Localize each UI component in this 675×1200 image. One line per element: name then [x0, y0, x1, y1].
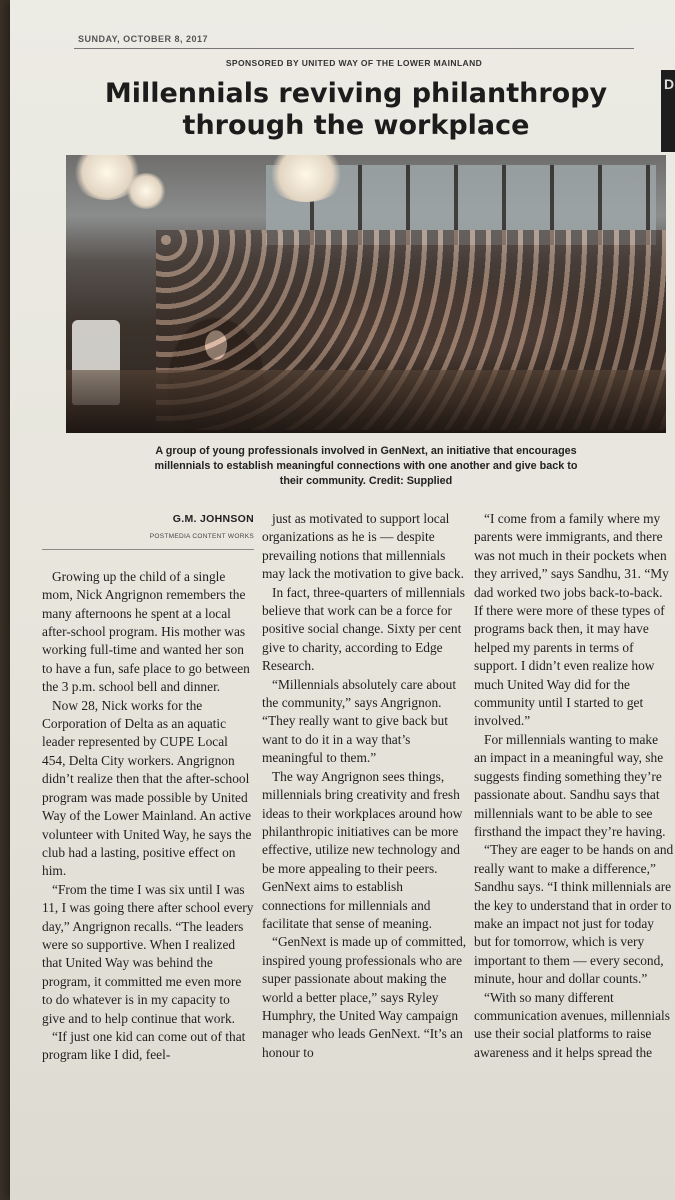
article-column-1: [42, 510, 254, 1065]
paragraph: The way Angrignon sees things, millennials bring creativity and fresh ideas to their workplaces around how philanthropic initiatives can be more effective, utilize new technology and be more appealing to their peers. GenNext aims to establish connections for millennials and facilitate that sense of meaning.: [262, 768, 463, 931]
adjacent-page-letter: D: [664, 76, 675, 92]
article-column-2: [262, 510, 469, 1062]
byline-author: G.M. JOHNSON: [172, 513, 254, 525]
caption-line-2: millennials to establish meaningful connections with one another and give back to: [154, 460, 578, 472]
paragraph: Now 28, Nick works for the Corporation of Delta as an aquatic leader represented by CUPE Local 454, Delta City workers. Angrignon didn’t realize then that the after-school program was made possible by United Way of the Lower Mainland. An active volunteer with United Way, he says the club had a lasting, positive effect on him.: [42, 697, 252, 879]
paragraph: “Millennials absolutely care about the community,” says Angrignon. “They really want to give back but want to do it in a way that’s meaningful to them.”: [262, 676, 457, 766]
paragraph: Growing up the child of a single mom, Nick Angrignon remembers the many afternoons he spent at a local after-school program. His mother was working full-time and wanted her son to have a fun, safe place to go between the 3 p.m. school bell and dinner.: [42, 568, 250, 695]
photo-caption: [66, 444, 666, 489]
paragraph: “From the time I was six until I was 11, I was going there after school every day,” Angrignon recalls. “The leaders were so supportive. When I realized that United Way was behind the program, it committed me even more to do whatever is in my capacity to give and to help continue that work.: [42, 881, 254, 1026]
chandelier-small: [126, 173, 166, 209]
paragraph: “They are eager to be hands on and really want to make a difference,” Sandhu says. “I think millennials are the key to understand that in order to make an impact not just for today but for tomorrow, which is very important to them — every second, minute, hour and dollar counts.”: [474, 842, 674, 987]
adjacent-page-edge: [661, 70, 675, 152]
byline-rule: [42, 549, 254, 550]
caption-line-3: their community. Credit: Supplied: [279, 475, 453, 487]
article-column-3: [474, 510, 674, 1062]
issue-date: SUNDAY, OCTOBER 8, 2017: [78, 34, 209, 44]
group-photo: [66, 155, 666, 433]
paragraph: “I come from a family where my parents were immigrants, and there was not much in their pockets when they arrived,” says Sandhu, 31. “My dad worked two jobs back-to-back. If there were more of these types of programs back then, it may have helped my parents in terms of support. I didn’t even realize how much United Way did for the community until I started to get involved.”: [474, 511, 669, 729]
paragraph: In fact, three-quarters of millennials believe that work can be a force for positive social change. Sixty per cent give to charity, according to Edge Research.: [262, 584, 465, 674]
caption-line-1: A group of young professionals involved in GenNext, an initiative that encourages: [155, 445, 577, 457]
sponsor-line: SPONSORED BY UNITED WAY OF THE LOWER MAINLAND: [225, 58, 483, 68]
paragraph: For millennials wanting to make an impact in a meaningful way, she suggests finding something they’re passionate about. Sandhu says that millennials want to be able to see firsthand the impact they’re having.: [474, 731, 666, 839]
paragraph: “GenNext is made up of committed, inspired young professionals who are super passionate about making the world a better place,” says Ryley Humphry, the United Way campaign manager who leads GenNext. “It’s an honour to: [262, 934, 467, 1060]
article-headline: [66, 78, 646, 142]
byline-organization: POSTMEDIA CONTENT WORKS: [149, 533, 254, 541]
photo-floor: [66, 370, 666, 433]
paragraph: “If just one kid can come out of that program like I did, feel-: [42, 1028, 246, 1063]
paragraph: just as motivated to support local organizations as he is — despite prevailing notions that millennials may lack the motivation to give back.: [262, 511, 464, 582]
header-rule: [74, 48, 634, 49]
paragraph: “With so many different communication avenues, millennials use their social platforms to raise awareness and it helps spread the: [474, 989, 670, 1060]
headline-line-1: Millennials reviving philanthropy: [104, 78, 608, 109]
newspaper-page: [10, 0, 675, 1200]
headline-line-2: through the workplace: [182, 110, 530, 141]
